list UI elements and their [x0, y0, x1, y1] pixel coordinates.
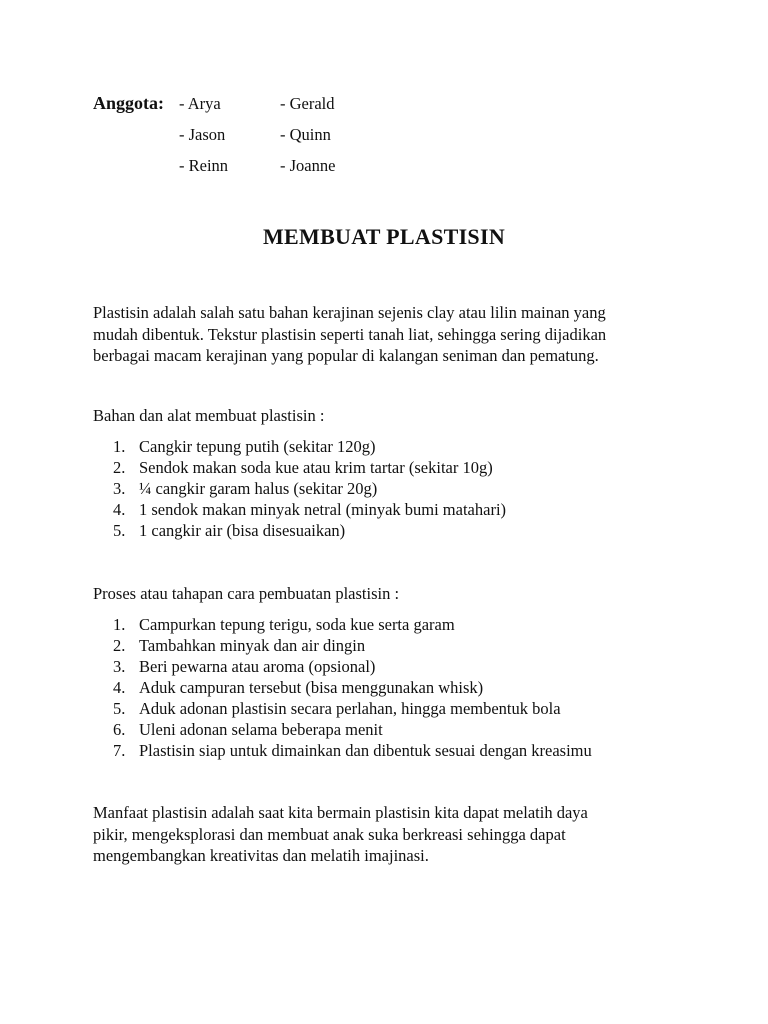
list-item-text: Sendok makan soda kue atau krim tartar (sekitar 10g) — [139, 458, 493, 477]
list-number: 4. — [113, 678, 126, 697]
list-number: 3. — [113, 657, 126, 676]
ingredients-heading: Bahan dan alat membuat plastisin : — [93, 406, 325, 425]
list-item-text: Tambahkan minyak dan air dingin — [139, 636, 366, 655]
list-item — [93, 499, 506, 520]
list-item — [93, 436, 506, 457]
list-item — [93, 635, 592, 656]
list-item-text: ¼ cangkir garam halus (sekitar 20g) — [139, 479, 378, 498]
benefits-paragraph — [93, 802, 683, 867]
list-item — [93, 677, 592, 698]
member-name: - Jason — [179, 125, 226, 144]
intro-paragraph — [93, 302, 683, 367]
paragraph-line: Plastisin adalah salah satu bahan kerajinan sejenis clay atau lilin mainan yang — [93, 303, 606, 322]
document-title: MEMBUAT PLASTISIN — [262, 224, 506, 249]
list-item — [93, 520, 506, 541]
members-column-2 — [280, 88, 335, 181]
member-name: - Gerald — [280, 94, 335, 113]
member-name: - Arya — [179, 94, 221, 113]
list-number: 1. — [113, 437, 126, 456]
members-column-1 — [179, 88, 228, 181]
list-item — [93, 656, 592, 677]
member-name: - Joanne — [280, 156, 336, 175]
list-number: 4. — [113, 500, 126, 519]
member-name: - Quinn — [280, 125, 331, 144]
paragraph-line: berbagai macam kerajinan yang popular di kalangan seniman dan pematung. — [93, 346, 599, 365]
members-label: Anggota: — [93, 93, 164, 113]
list-item-text: Aduk campuran tersebut (bisa menggunakan whisk) — [139, 678, 484, 697]
process-list — [93, 614, 592, 761]
list-number: 5. — [113, 521, 126, 540]
list-item-text: Aduk adonan plastisin secara perlahan, hingga membentuk bola — [139, 699, 561, 718]
list-item-text: Campurkan tepung terigu, soda kue serta garam — [139, 615, 455, 634]
list-number: 6. — [113, 720, 126, 739]
member-name: - Reinn — [179, 156, 229, 175]
list-item-text: 1 sendok makan minyak netral (minyak bumi matahari) — [139, 500, 507, 519]
list-item-text: Beri pewarna atau aroma (opsional) — [139, 657, 376, 676]
list-item — [93, 457, 506, 478]
paragraph-line: Manfaat plastisin adalah saat kita bermain plastisin kita dapat melatih daya — [93, 803, 588, 822]
list-item — [93, 719, 592, 740]
process-heading: Proses atau tahapan cara pembuatan plastisin : — [93, 584, 400, 603]
ingredients-list — [93, 436, 506, 541]
list-item-text: Cangkir tepung putih (sekitar 120g) — [139, 437, 376, 456]
list-item — [93, 614, 592, 635]
list-item-text: Uleni adonan selama beberapa menit — [139, 720, 383, 739]
list-number: 2. — [113, 458, 126, 477]
list-item-text: 1 cangkir air (bisa disesuaikan) — [139, 521, 346, 540]
paragraph-line: mudah dibentuk. Tekstur plastisin seperti tanah liat, sehingga sering dijadikan — [93, 324, 607, 344]
paragraph-line: mengembangkan kreativitas dan melatih imajinasi. — [93, 846, 429, 865]
list-number: 3. — [113, 479, 126, 498]
list-item — [93, 698, 592, 719]
list-item — [93, 740, 592, 761]
list-number: 7. — [113, 741, 126, 760]
paragraph-line: pikir, mengeksplorasi dan membuat anak suka berkreasi sehingga dapat — [93, 824, 566, 844]
list-number: 5. — [113, 699, 126, 718]
list-item — [93, 478, 506, 499]
list-number: 2. — [113, 636, 126, 655]
list-number: 1. — [113, 615, 126, 634]
list-item-text: Plastisin siap untuk dimainkan dan dibentuk sesuai dengan kreasimu — [139, 741, 592, 760]
